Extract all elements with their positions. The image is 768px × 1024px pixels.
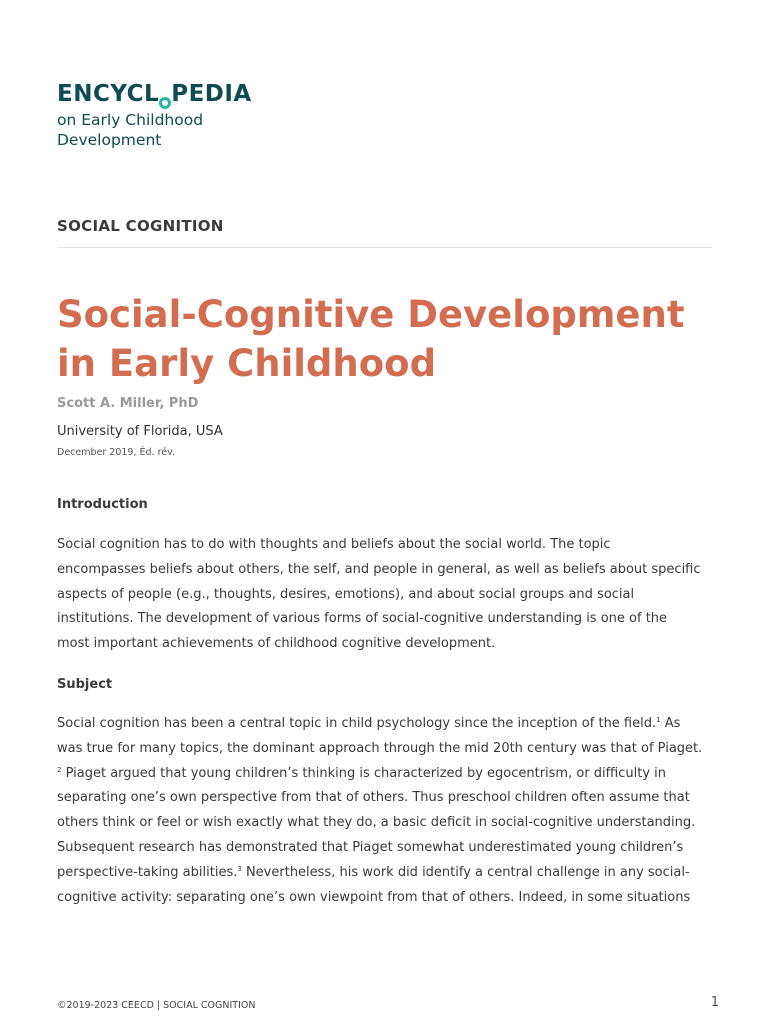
section-label: SOCIAL COGNITION <box>57 217 224 235</box>
logo-subtitle-line2: Development <box>57 131 162 149</box>
subject-line: others think or feel or wish exactly what they do, a basic deficit in social-cognitive understanding. <box>57 815 696 831</box>
logo-wordmark-start: ENCYCL <box>57 81 160 107</box>
subject-line: cognitive activity: separating one’s own viewpoint from that of others. Indeed, in some situations <box>57 889 691 905</box>
subject-line <box>57 861 715 886</box>
logo-wordmark <box>57 80 252 108</box>
page-number: 1 <box>710 995 719 1010</box>
subject-line: Subsequent research has demonstrated that Piaget somewhat underestimated young children’s <box>57 839 684 855</box>
page-footer: ©2019-2023 CEECD | SOCIAL COGNITION <box>57 1000 256 1011</box>
section-divider <box>57 247 712 248</box>
introduction-paragraph <box>57 533 715 657</box>
subject-line1-after: As <box>660 716 681 731</box>
intro-line: Social cognition has to do with thoughts and beliefs about the social world. The topic <box>57 537 611 552</box>
article-title-line2: in Early Childhood <box>57 342 437 385</box>
heading-subject: Subject <box>57 677 113 692</box>
article-title-line1: Social-Cognitive Development <box>57 293 685 336</box>
encyclopedia-logo <box>57 80 252 150</box>
logo-wordmark-end: PEDIA <box>171 81 252 107</box>
footnote-ref-2[interactable]: 2 <box>57 765 62 774</box>
article-title <box>57 290 717 388</box>
subject-line <box>57 762 715 787</box>
author-affiliation: University of Florida, USA <box>57 424 223 439</box>
subject-line <box>57 712 715 737</box>
author-name: Scott A. Miller, PhD <box>57 396 199 411</box>
subject-line: separating one’s own perspective from that of others. Thus preschool children often assume that <box>57 790 690 806</box>
footnote-ref-1[interactable]: 1 <box>656 716 661 724</box>
intro-line: most important achievements of childhood cognitive development. <box>57 636 496 652</box>
subject-line7-after: Nevertheless, his work did identify a central challenge in any social- <box>241 864 690 880</box>
intro-line: encompasses beliefs about others, the self, and people in general, as well as beliefs about specific <box>57 561 701 577</box>
subject-line: was true for many topics, the dominant approach through the mid 20th century was that of Piaget. <box>57 740 703 756</box>
subject-line3-text: Piaget argued that young children’s thinking is characterized by egocentrism, or difficulty in <box>61 765 667 781</box>
logo-subtitle-line1: on Early Childhood <box>57 111 204 129</box>
subject-paragraph <box>57 712 715 910</box>
subject-line7-text: perspective-taking abilities. <box>57 864 238 880</box>
heading-introduction: Introduction <box>57 497 148 512</box>
intro-line: aspects of people (e.g., thoughts, desires, emotions), and about social groups and social <box>57 586 635 602</box>
footnote-ref-3[interactable]: 3 <box>237 864 242 873</box>
intro-line: institutions. The development of various forms of social-cognitive understanding is one of the <box>57 611 668 627</box>
publication-date: December 2019, Éd. rév. <box>57 447 176 458</box>
subject-line1-text: Social cognition has been a central topic in child psychology since the inception of the field. <box>57 716 657 731</box>
